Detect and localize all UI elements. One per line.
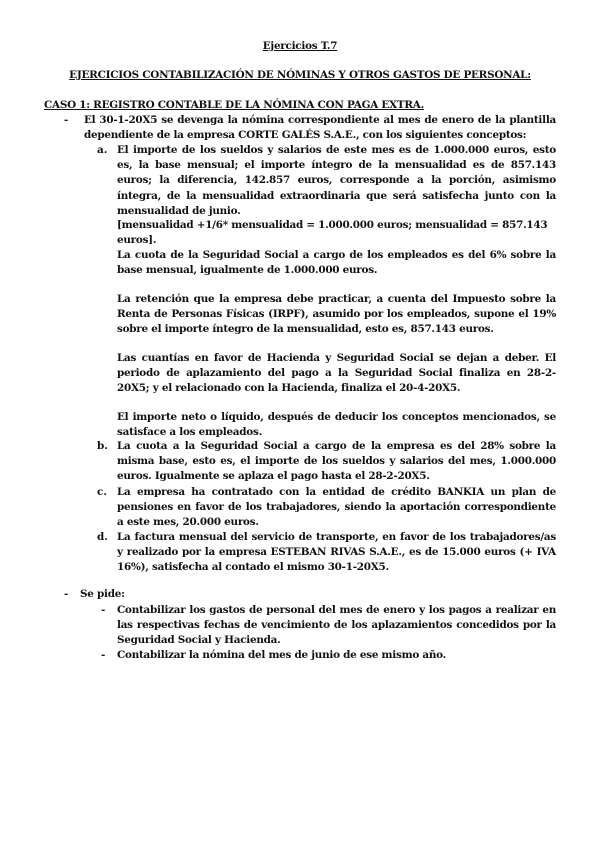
item-a-paragraph-deferral: Las cuantías en favor de Hacienda y Seguridad Social se dejan a deber. El periodo de aplazamiento del pago a la Seguridad Social finaliza en 28-2- 20X5; y el relacionado con la Hacienda, finaliza el 20-4-20X5. — [117, 352, 556, 395]
intro-paragraph: El 30-1-20X5 se devenga la nómina correspondiente al mes de enero de la plantilla dependiente de la empresa CORTE GALÉS S.A.E., con los siguientes conceptos: — [84, 114, 556, 142]
item-b-marker: b. — [97, 440, 108, 452]
item-a-marker: a. — [97, 144, 108, 156]
se-pide-label: Se pide: — [80, 588, 125, 600]
item-a-paragraph-1: El importe de los sueldos y salarios de este mes es de 1.000.000 euros, esto es, la base mensual; el importe íntegro de la mensualidad es de 857.143 euros; la diferencia, 142.857 euros, corresponde a la porción, asimismo íntegra, de la mensualidad extraordinaria que será satisfecha junto con la mensualidad de junio. — [117, 144, 556, 217]
item-c-paragraph: La empresa ha contratado con la entidad de crédito BANKIA un plan de pensiones en favor de los trabajadores, siendo la aportación correspondiente a este mes, 20.000 euros. — [117, 486, 556, 529]
item-c-marker: c. — [97, 486, 107, 498]
case-heading: CASO 1: REGISTRO CONTABLE DE LA NÓMINA CON PAGA EXTRA. — [44, 99, 424, 111]
task-2-dash-marker: - — [101, 649, 106, 661]
item-a-paragraph-ss: La cuota de la Seguridad Social a cargo de los empleados es del 6% sobre la base mensual, igualmente de 1.000.000 euros. — [117, 249, 556, 277]
document-subtitle: EJERCICIOS CONTABILIZACIÓN DE NÓMINAS Y OTROS GASTOS DE PERSONAL: — [69, 69, 531, 81]
item-a-paragraph-net: El importe neto o líquido, después de deducir los conceptos mencionados, se satisface a los empleados. — [117, 411, 556, 439]
task-2: Contabilizar la nómina del mes de junio de ese mismo año. — [117, 649, 447, 661]
item-a-formula: [mensualidad +1/6* mensualidad = 1.000.000 euros; mensualidad = 857.143 euros]. — [117, 219, 548, 247]
item-b-paragraph: La cuota a la Seguridad Social a cargo de la empresa es del 28% sobre la misma base, esto es, el importe de los sueldos y salarios del mes, 1.000.000 euros. Igualmente se aplaza el pago hasta el 28-2-20X5. — [117, 440, 556, 483]
task-1-dash-marker: - — [101, 604, 106, 616]
intro-dash-marker: - — [64, 114, 69, 126]
task-1: Contabilizar los gastos de personal del mes de enero y los pagos a realizar en las respectivas fechas de vencimiento de los aplazamientos concedidos por la Seguridad Social y Hacienda. — [117, 604, 556, 647]
item-d-paragraph: La factura mensual del servicio de transporte, en favor de los trabajadores/as y realizado por la empresa ESTEBAN RIVAS S.A.E., es de 15.000 euros (+ IVA 16%), satisfecha al contado el mismo 30-1-20X5. — [117, 531, 556, 574]
se-pide-dash-marker: - — [64, 588, 69, 600]
item-a-paragraph-irpf: La retención que la empresa debe practicar, a cuenta del Impuesto sobre la Renta de Personas Físicas (IRPF), asumido por los empleados, supone el 19% sobre el importe íntegro de la mensualidad, esto es, 857.143 euros. — [117, 293, 556, 336]
item-d-marker: d. — [97, 531, 108, 543]
document-title: Ejercicios T.7 — [262, 40, 338, 52]
